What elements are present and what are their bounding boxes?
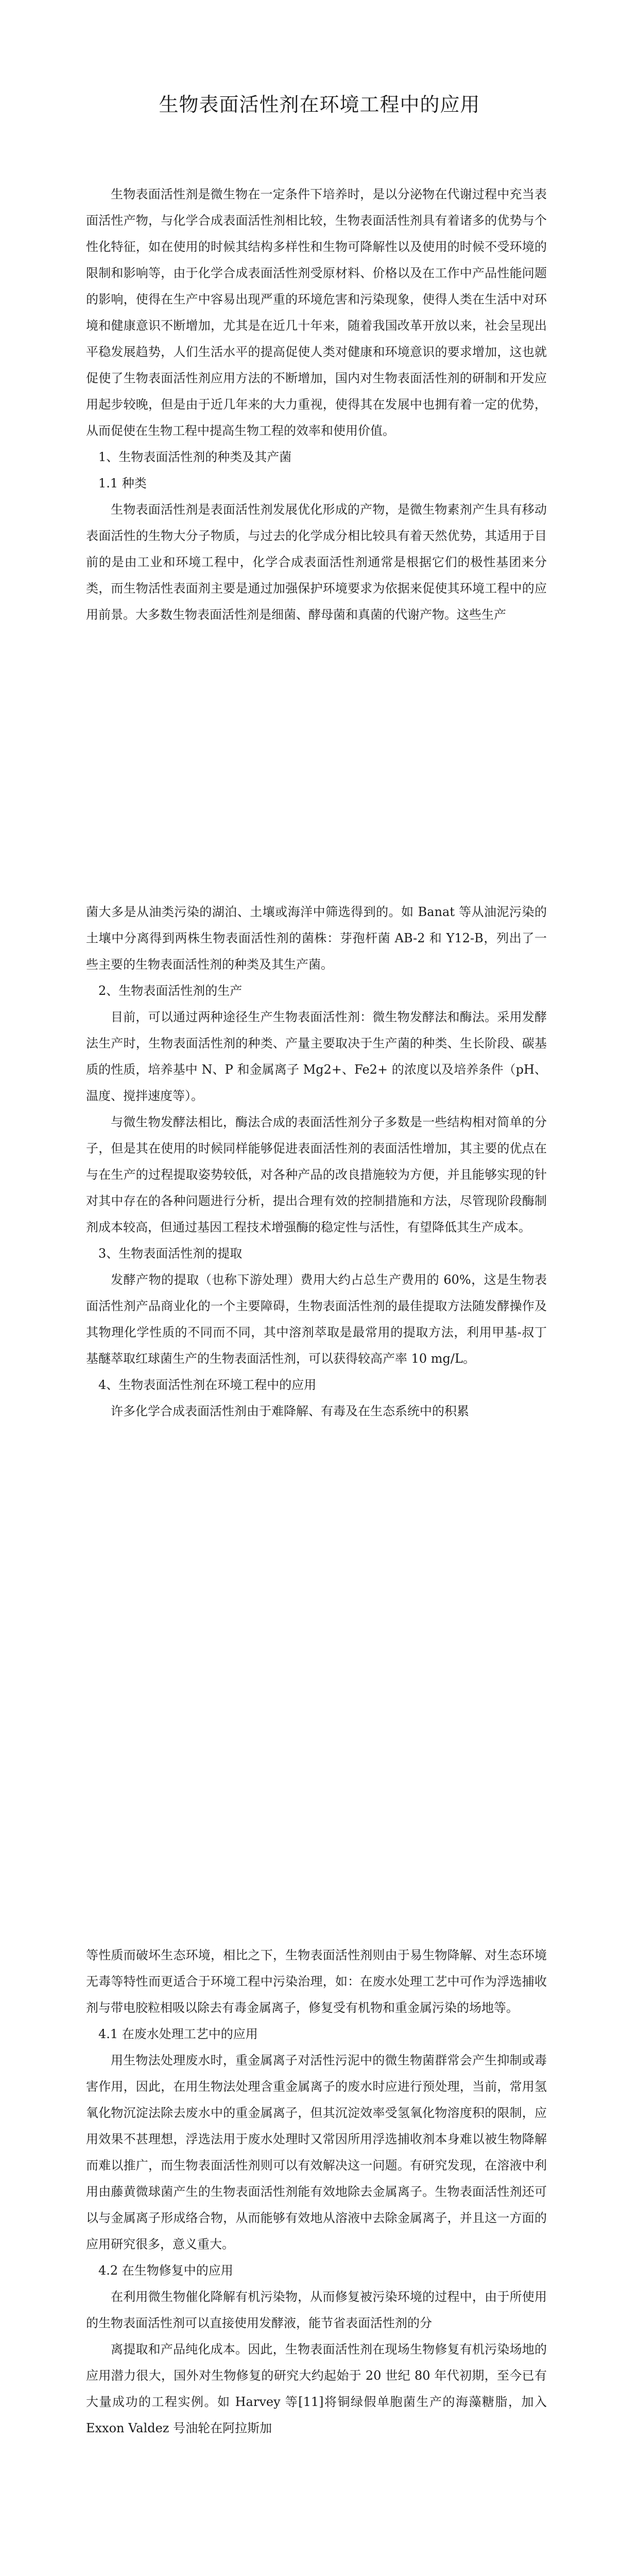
- text-block-2: [86, 899, 547, 1425]
- subsection-heading-4-2: 4.2 在生物修复中的应用: [98, 2263, 233, 2278]
- section-heading-4: 4、生物表面活性剂在环境工程中的应用: [98, 1378, 317, 1392]
- subsection-heading-4-1: 4.1 在废水处理工艺中的应用: [98, 2027, 258, 2041]
- paragraph-1-1-continued: 菌大多是从油类污染的湖泊、土壤或海洋中筛选得到的。如 Banat 等从油泥污染的土壤中分离得到两株生物表面活性剂的菌株：芽孢杆菌 AB-2 和 Y12-B，列出了一些主要的生物表面活性剂的种类及其生产菌。: [86, 905, 547, 972]
- section-heading-1: 1、生物表面活性剂的种类及其产菌: [98, 450, 292, 464]
- paragraph-4: 许多化学合成表面活性剂由于难降解、有毒及在生态系统中的积累: [111, 1404, 469, 1418]
- page-title: 生物表面活性剂在环境工程中的应用: [159, 93, 480, 116]
- text-block-1: [86, 181, 547, 628]
- paragraph-2: 目前，可以通过两种途径生产生物表面活性剂：微生物发酵法和酶法。采用发酵法生产时，生物表面活性剂的种类、产量主要取决于生产菌的种类、生长阶段、碳基质的性质，培养基中 N、P 和金属离子 Mg2+、Fe2+ 的浓度以及培养条件（pH、温度、搅拌速度等）。: [86, 1010, 547, 1103]
- paragraph-4-2b: 离提取和产品纯化成本。因此，生物表面活性剂在现场生物修复有机污染场地的应用潜力很大，国外对生物修复的研究大约起始于 20 世纪 80 年代初期，至今已有大量成功的工程实例。如 Harvey 等[11]将铜绿假单胞菌生产的海藻糖脂，加入 Exxon Valdez 号油轮在阿拉斯加: [86, 2342, 547, 2435]
- paragraph-1-1: 生物表面活性剂是表面活性剂发展优化形成的产物，是微生物素剂产生具有移动表面活性的生物大分子物质，与过去的化学成分相比较具有着天然优势，其适用于目前的是由工业和环境工程中，化学合成表面活性剂通常是根据它们的极性基团来分类，而生物活性表面剂主要是通过加强保护环境要求为依据来促使其环境工程中的应用前景。大多数生物表面活性剂是细菌、酵母菌和真菌的代谢产物。这些生产: [86, 502, 547, 622]
- section-heading-2: 2、生物表面活性剂的生产: [98, 984, 243, 998]
- subsection-heading-1-1: 1.1 种类: [98, 476, 147, 490]
- section-heading-3: 3、生物表面活性剂的提取: [98, 1246, 243, 1261]
- intro-paragraph: 生物表面活性剂是微生物在一定条件下培养时，是以分泌物在代谢过程中充当表面活性产物，与化学合成表面活性剂相比较，生物表面活性剂具有着诸多的优势与个性化特征，如在使用的时候其结构多样性和生物可降解性以及使用的时候不受环境的限制和影响等，由于化学合成表面活性剂受原材料、价格以及在工作中产品性能问题的影响，使得在生产中容易出现严重的环境危害和污染现象，使得人类在生活中对环境和健康意识不断增加，尤其是在近几十年来，随着我国改革开放以来，社会呈现出平稳发展趋势，人们生活水平的提高促使人类对健康和环境意识的要求增加，这也就促使了生物表面活性剂应用方法的不断增加，国内对生物表面活性剂的研制和开发应用起步较晚，但是由于近几年来的大力重视，使得其在发展中也拥有着一定的优势，从而促使在生物工程中提高生物工程的效率和使用价值。: [86, 187, 547, 438]
- paragraph-2b: 与微生物发酵法相比，酶法合成的表面活性剂分子多数是一些结构相对简单的分子，但是其在使用的时候同样能够促进表面活性剂的表面活性增加，其主要的优点在与在生产的过程提取姿势较低，对各种产品的改良措施较为方便，并且能够实现的针对其中存在的各种问题进行分析，提出合理有效的控制措施和方法，尽管现阶段酶制剂成本较高，但通过基因工程技术增强酶的稳定性与活性，有望降低其生产成本。: [86, 1115, 547, 1234]
- paragraph-4-2: 在利用微生物催化降解有机污染物，从而修复被污染环境的过程中，由于所使用的生物表面活性剂可以直接使用发酵液，能节省表面活性剂的分: [86, 2290, 547, 2330]
- text-block-3: [86, 1942, 547, 2442]
- paragraph-4-continued: 等性质而破坏生态环境，相比之下，生物表面活性剂则由于易生物降解、对生态环境无毒等特性而更适合于环境工程中污染治理，如：在废水处理工艺中可作为浮选捕收剂与带电胶粒相吸以除去有毒金属离子，修复受有机物和重金属污染的场地等。: [86, 1948, 547, 2015]
- paragraph-3: 发酵产物的提取（也称下游处理）费用大约占总生产费用的 60%，这是生物表面活性剂产品商业化的一个主要障碍，生物表面活性剂的最佳提取方法随发酵操作及其物理化学性质的不同而不同，其中溶剂萃取是最常用的提取方法，利用甲基-叔丁基醚萃取红球菌生产的生物表面活性剂，可以获得较高产率 10 mg/L。: [86, 1273, 547, 1366]
- paragraph-4-1: 用生物法处理废水时，重金属离子对活性污泥中的微生物菌群常会产生抑制或毒害作用，因此，在用生物法处理含重金属离子的废水时应进行预处理，当前，常用氢氧化物沉淀法除去废水中的重金属离子，但其沉淀效率受氢氧化物溶度积的限制，应用效果不甚理想，浮选法用于废水处理时又常因所用浮选捕收剂本身难以被生物降解而难以推广，而生物表面活性剂则可以有效解决这一问题。有研究发现，在溶液中利用由藤黄微球菌产生的生物表面活性剂能有效地除去金属离子。生物表面活性剂还可以与金属离子形成络合物，从而能够有效地从溶液中去除金属离子，并且这一方面的应用研究很多，意义重大。: [86, 2053, 547, 2251]
